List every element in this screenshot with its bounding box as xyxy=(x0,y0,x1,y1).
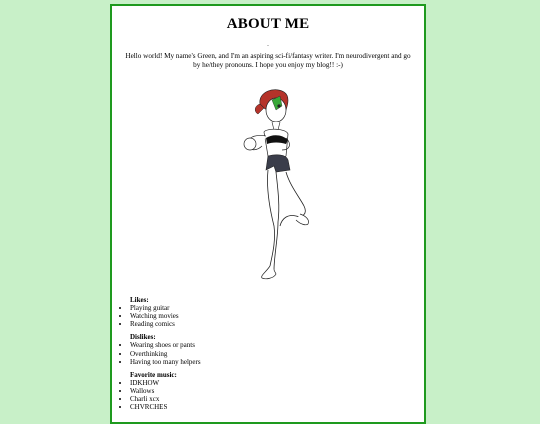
list-item: • Wallows xyxy=(130,387,412,395)
list-item: • IDKHOW xyxy=(130,379,412,387)
list-item: • Reading comics xyxy=(130,320,412,328)
character-illustration xyxy=(230,86,316,282)
list-item: • Charli xcx xyxy=(130,395,412,403)
music-list xyxy=(122,379,412,411)
dislikes-title: Dislikes: xyxy=(130,333,156,342)
about-panel xyxy=(110,4,426,424)
likes-list xyxy=(122,304,412,328)
dislikes-section xyxy=(122,333,412,365)
list-item: • Watching movies xyxy=(130,312,412,320)
list-item: • Overthinking xyxy=(130,350,412,358)
music-section xyxy=(122,371,412,411)
music-title: Favorite music: xyxy=(130,370,177,379)
list-item: • Having too many helpers xyxy=(130,358,412,366)
likes-title: Likes: xyxy=(130,296,149,304)
separator-dot: . xyxy=(267,40,269,48)
likes-section xyxy=(122,296,412,328)
intro-text: Hello world! My name's Green, and I'm an aspiring sci-fi/fantasy writer. I'm neurodivergent and go by he/they pronouns. I hope you enjoy my blog!! :-) xyxy=(125,52,411,70)
list-item: • CHVRCHES xyxy=(130,403,412,411)
profile-lists xyxy=(122,296,412,416)
list-item: • Playing guitar xyxy=(130,304,412,312)
dislikes-list xyxy=(122,341,412,365)
list-item: • Wearing shoes or pants xyxy=(130,341,412,349)
page-title: ABOUT ME xyxy=(226,16,310,32)
